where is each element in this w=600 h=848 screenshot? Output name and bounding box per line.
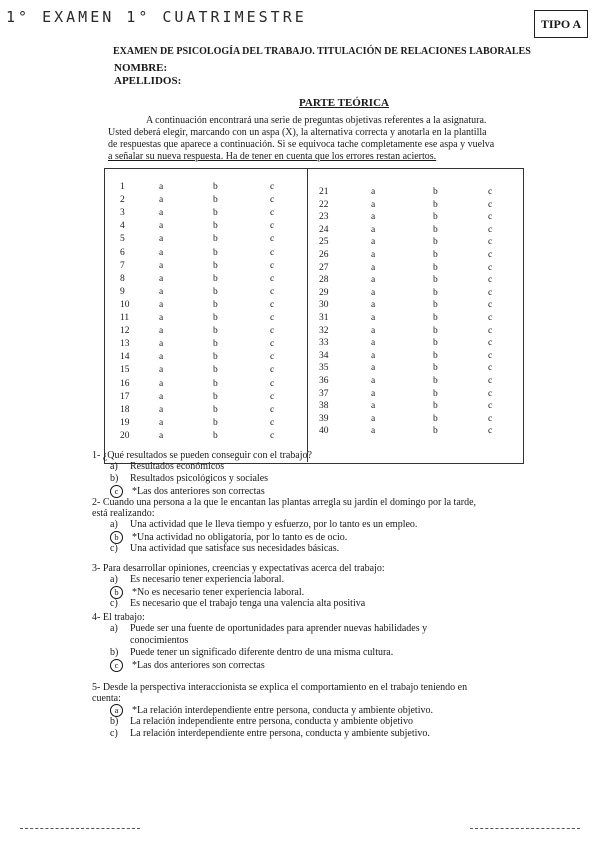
- answer-option-c[interactable]: c: [270, 313, 275, 323]
- answer-option-a[interactable]: a: [159, 404, 164, 415]
- answer-option-a[interactable]: a: [159, 299, 164, 310]
- answer-option-b[interactable]: b: [213, 326, 218, 337]
- answer-option-c[interactable]: c: [270, 430, 275, 441]
- question-text: 4- El trabajo:: [92, 612, 145, 623]
- question-option[interactable]: [110, 598, 365, 609]
- answer-option-b[interactable]: b: [213, 299, 218, 310]
- answer-option-c[interactable]: c: [270, 273, 275, 284]
- answer-option-c[interactable]: c: [270, 247, 275, 258]
- answer-option-c[interactable]: c: [270, 352, 275, 363]
- answer-grid-number: 8: [120, 273, 125, 284]
- answer-option-a[interactable]: a: [371, 350, 376, 361]
- answer-option-a[interactable]: a: [159, 234, 164, 245]
- answer-option-b[interactable]: b: [433, 187, 438, 197]
- answer-option-a[interactable]: a: [371, 237, 376, 248]
- answer-option-c[interactable]: c: [270, 260, 275, 271]
- answer-option-c[interactable]: c: [488, 224, 493, 235]
- answer-option-b[interactable]: b: [433, 287, 438, 298]
- answer-option-a[interactable]: a: [159, 208, 164, 219]
- answer-grid-number: 12: [120, 326, 130, 337]
- apellidos-label: APELLIDOS:: [114, 75, 182, 87]
- answer-option-c[interactable]: c: [270, 221, 275, 232]
- answer-grid-number: 33: [319, 338, 329, 349]
- handwritten-header: 1° EXAMEN 1° CUATRIMESTRE: [6, 8, 307, 26]
- answer-option-c[interactable]: c: [488, 325, 493, 336]
- option-text-continued: conocimientos: [130, 635, 189, 646]
- answer-option-c[interactable]: c: [270, 182, 275, 192]
- answer-option-a[interactable]: a: [371, 287, 376, 298]
- answer-option-a[interactable]: a: [159, 182, 164, 192]
- option-letter: a): [110, 623, 118, 634]
- answer-option-b[interactable]: b: [433, 413, 438, 424]
- answer-option-c[interactable]: c: [270, 378, 275, 389]
- answer-option-a[interactable]: a: [159, 339, 164, 350]
- marked-answer-circle: c: [110, 659, 123, 672]
- question-option[interactable]: [110, 473, 268, 484]
- answer-option-a[interactable]: a: [159, 221, 164, 232]
- answer-option-b[interactable]: b: [213, 286, 218, 297]
- answer-grid-number: 7: [120, 260, 125, 271]
- answer-grid-number: 34: [319, 350, 329, 361]
- marked-answer-circle: c: [110, 485, 123, 498]
- answer-grid-number: 32: [319, 325, 329, 336]
- answer-option-a[interactable]: a: [371, 199, 376, 210]
- option-text: *Las dos anteriores son correctas: [132, 660, 265, 671]
- question-text: 2- Cuando una persona a la que le encantan las plantas arregla su jardín el domingo por la tarde,: [92, 497, 477, 508]
- answer-option-c[interactable]: c: [488, 338, 493, 349]
- marked-answer-circle: b: [110, 586, 123, 599]
- answer-option-c[interactable]: c: [488, 237, 493, 248]
- answer-option-b[interactable]: b: [433, 338, 438, 349]
- answer-grid-number: 36: [319, 376, 329, 386]
- option-text: Es necesario tener experiencia laboral.: [130, 574, 285, 585]
- option-text: *No es necesario tener experiencia laboral.: [132, 587, 305, 598]
- answer-option-a[interactable]: a: [371, 187, 376, 197]
- question-option[interactable]: [110, 728, 430, 739]
- answer-option-c[interactable]: c: [270, 365, 275, 376]
- question-option[interactable]: [110, 461, 224, 472]
- question-text: 1- ¿Qué resultados se pueden conseguir con el trabajo?: [92, 450, 312, 461]
- answer-grid-number: 39: [319, 413, 329, 424]
- answer-option-b[interactable]: b: [213, 391, 218, 402]
- answer-option-a[interactable]: a: [159, 260, 164, 271]
- answer-option-a[interactable]: a: [159, 313, 164, 323]
- answer-option-b[interactable]: b: [213, 234, 218, 245]
- answer-option-c[interactable]: c: [270, 391, 275, 402]
- question-option[interactable]: [110, 659, 265, 672]
- question-option[interactable]: [110, 519, 417, 530]
- answer-option-c[interactable]: c: [488, 275, 493, 286]
- answer-option-c[interactable]: c: [270, 339, 275, 350]
- section-title: PARTE TEÓRICA: [299, 97, 389, 109]
- answer-option-b[interactable]: b: [433, 350, 438, 361]
- answer-option-a[interactable]: a: [159, 430, 164, 441]
- answer-option-b[interactable]: b: [213, 221, 218, 232]
- question-text: está realizando:: [92, 508, 155, 519]
- answer-grid-number: 4: [120, 221, 125, 232]
- question-option[interactable]: [110, 647, 393, 658]
- answer-option-a[interactable]: a: [371, 426, 376, 437]
- option-letter: a): [110, 461, 118, 472]
- answer-option-a[interactable]: a: [371, 388, 376, 399]
- answer-grid-number: 23: [319, 212, 329, 223]
- answer-grid-number: 35: [319, 363, 329, 374]
- answer-option-b[interactable]: b: [213, 195, 218, 206]
- option-text: Es necesario que el trabajo tenga una valencia alta positiva: [130, 598, 366, 609]
- answer-grid-number: 38: [319, 401, 329, 412]
- answer-option-b[interactable]: b: [213, 273, 218, 284]
- answer-option-a[interactable]: a: [371, 224, 376, 235]
- answer-option-a[interactable]: a: [159, 273, 164, 284]
- answer-option-c[interactable]: c: [488, 413, 493, 424]
- answer-option-a[interactable]: a: [159, 378, 164, 389]
- intro-paragraph: [108, 115, 538, 163]
- option-text: *La relación interdependiente entre persona, conducta y ambiente objetivo.: [132, 705, 433, 716]
- question-text: 3- Para desarrollar opiniones, creencias y expectativas acerca del trabajo:: [92, 563, 385, 574]
- answer-option-c[interactable]: c: [488, 212, 493, 223]
- answer-grid-number: 18: [120, 404, 130, 415]
- answer-option-b[interactable]: b: [213, 339, 218, 350]
- answer-option-a[interactable]: a: [159, 365, 164, 376]
- option-letter: c): [110, 543, 118, 554]
- answer-option-a[interactable]: a: [371, 363, 376, 374]
- footer-divider: [20, 828, 140, 829]
- answer-grid-number: 29: [319, 287, 329, 298]
- answer-option-b[interactable]: b: [433, 426, 438, 437]
- answer-option-c[interactable]: c: [270, 195, 275, 206]
- answer-grid-number: 13: [120, 339, 130, 350]
- tipo-label: TIPO A: [534, 10, 588, 38]
- answer-grid-number: 24: [319, 224, 329, 235]
- answer-option-a[interactable]: a: [159, 286, 164, 297]
- answer-grid-number: 15: [120, 365, 130, 376]
- answer-option-a[interactable]: a: [371, 250, 376, 260]
- answer-option-a[interactable]: a: [159, 195, 164, 206]
- answer-option-c[interactable]: c: [488, 401, 493, 412]
- answer-option-b[interactable]: b: [213, 378, 218, 389]
- answer-grid-number: 14: [120, 352, 130, 363]
- answer-grid-number: 26: [319, 250, 329, 260]
- answer-option-c[interactable]: c: [488, 287, 493, 298]
- answer-option-b[interactable]: b: [213, 208, 218, 219]
- answer-grid-divider: [307, 168, 308, 462]
- answer-option-b[interactable]: b: [433, 325, 438, 336]
- question-option[interactable]: [110, 716, 413, 727]
- answer-grid-number: 17: [120, 391, 130, 402]
- answer-option-b[interactable]: b: [433, 363, 438, 374]
- answer-option-c[interactable]: c: [270, 299, 275, 310]
- marked-answer-circle: a: [110, 704, 123, 717]
- answer-option-a[interactable]: a: [159, 391, 164, 402]
- answer-grid-number: 40: [319, 426, 329, 437]
- answer-grid-number: 11: [120, 313, 130, 323]
- option-text: Resultados psicológicos y sociales: [130, 473, 269, 484]
- answer-grid-number: 1: [120, 182, 125, 192]
- answer-option-b[interactable]: b: [213, 430, 218, 441]
- answer-option-a[interactable]: a: [371, 413, 376, 424]
- answer-option-a[interactable]: a: [371, 262, 376, 273]
- intro-line: Usted deberá elegir, marcando con un aspa (X), la alternativa correcta y anotarla en la plantilla: [108, 127, 487, 138]
- question-option[interactable]: [110, 623, 427, 634]
- answer-option-c[interactable]: c: [488, 199, 493, 210]
- answer-option-b[interactable]: b: [213, 352, 218, 363]
- answer-option-b[interactable]: b: [433, 212, 438, 223]
- answer-option-b[interactable]: b: [213, 313, 218, 323]
- intro-line: A continuación encontrará una serie de preguntas objetivas referentes a la asignatura.: [146, 115, 487, 126]
- answer-grid-number: 25: [319, 237, 329, 248]
- answer-option-b[interactable]: b: [433, 199, 438, 210]
- answer-option-a[interactable]: a: [159, 326, 164, 337]
- option-text: Resultados económicos: [130, 461, 225, 472]
- answer-grid-number: 31: [319, 313, 329, 323]
- answer-grid: [104, 168, 524, 464]
- answer-option-c[interactable]: c: [270, 326, 275, 337]
- answer-grid-number: 27: [319, 262, 329, 273]
- answer-option-a[interactable]: a: [371, 275, 376, 286]
- answer-grid-number: 21: [319, 187, 329, 197]
- answer-option-a[interactable]: a: [371, 313, 376, 323]
- answer-option-a[interactable]: a: [371, 212, 376, 223]
- answer-grid-number: 10: [120, 299, 130, 310]
- answer-option-c[interactable]: c: [270, 417, 275, 428]
- answer-option-c[interactable]: c: [270, 286, 275, 297]
- answer-option-c[interactable]: c: [488, 250, 493, 260]
- footer-divider: [470, 828, 580, 829]
- option-letter: b): [110, 647, 119, 658]
- answer-option-c[interactable]: c: [488, 313, 493, 323]
- answer-grid-number: 37: [319, 388, 329, 399]
- answer-option-a[interactable]: a: [371, 325, 376, 336]
- answer-option-b[interactable]: b: [433, 388, 438, 399]
- answer-grid-number: 22: [319, 199, 329, 210]
- question-option[interactable]: [110, 574, 284, 585]
- answer-option-b[interactable]: b: [433, 250, 438, 260]
- option-text: La relación independiente entre persona, conducta y ambiente objetivo: [130, 716, 413, 727]
- answer-option-c[interactable]: c: [488, 388, 493, 399]
- answer-option-b[interactable]: b: [213, 404, 218, 415]
- answer-option-b[interactable]: b: [213, 365, 218, 376]
- answer-grid-number: 9: [120, 286, 125, 297]
- marked-answer-circle: b: [110, 531, 123, 544]
- intro-line: de respuestas que aparece a continuación. Si se equivoca tache completamente ese aspa y vuelva: [108, 139, 495, 150]
- answer-option-b[interactable]: b: [213, 260, 218, 271]
- answer-grid-number: 20: [120, 430, 130, 441]
- intro-line: a señalar su nueva respuesta. Ha de tener en cuenta que los errores restan aciertos.: [108, 151, 437, 162]
- answer-option-c[interactable]: c: [488, 376, 493, 386]
- option-letter: b): [110, 716, 119, 727]
- option-text: La relación interdependiente entre persona, conducta y ambiente subjetivo.: [130, 728, 430, 739]
- answer-grid-number: 16: [120, 378, 130, 389]
- answer-grid-number: 3: [120, 208, 125, 219]
- option-letter: a): [110, 519, 118, 530]
- option-text: Puede tener un significado diferente dentro de una misma cultura.: [130, 647, 394, 658]
- answer-option-b[interactable]: b: [433, 262, 438, 273]
- option-text: Una actividad que le lleva tiempo y esfuerzo, por lo tanto es un empleo.: [130, 519, 418, 530]
- answer-grid-number: 19: [120, 417, 130, 428]
- answer-option-c[interactable]: c: [488, 262, 493, 273]
- answer-grid-number: 30: [319, 300, 329, 311]
- answer-option-a[interactable]: a: [371, 401, 376, 412]
- answer-grid-number: 28: [319, 275, 329, 286]
- option-text: Puede ser una fuente de oportunidades para aprender nuevas habilidades y: [130, 623, 428, 634]
- answer-option-a[interactable]: a: [371, 376, 376, 386]
- answer-option-c[interactable]: c: [488, 187, 493, 197]
- question-option[interactable]: [110, 543, 339, 554]
- answer-option-b[interactable]: b: [433, 401, 438, 412]
- answer-option-b[interactable]: b: [433, 313, 438, 323]
- option-letter: c): [110, 598, 118, 609]
- nombre-label: NOMBRE:: [114, 62, 168, 74]
- answer-option-a[interactable]: a: [159, 352, 164, 363]
- answer-option-a[interactable]: a: [159, 417, 164, 428]
- option-letter: b): [110, 473, 119, 484]
- option-text: *Las dos anteriores son correctas: [132, 486, 265, 497]
- answer-option-b[interactable]: b: [433, 224, 438, 235]
- answer-grid-number: 5: [120, 234, 125, 245]
- answer-option-c[interactable]: c: [270, 404, 275, 415]
- answer-option-b[interactable]: b: [213, 417, 218, 428]
- answer-option-c[interactable]: c: [488, 350, 493, 361]
- answer-option-b[interactable]: b: [213, 247, 218, 258]
- question-text: 5- Desde la perspectiva interaccionista se explica el comportamiento en el trabajo teniendo en: [92, 682, 468, 693]
- question-text: cuenta:: [92, 693, 121, 704]
- answer-grid-number: 2: [120, 195, 125, 206]
- answer-option-c[interactable]: c: [488, 426, 493, 437]
- answer-option-c[interactable]: c: [270, 234, 275, 245]
- option-letter: a): [110, 574, 118, 585]
- option-text: *Una actividad no obligatoria, por lo tanto es de ocio.: [132, 532, 348, 543]
- exam-title: EXAMEN DE PSICOLOGÍA DEL TRABAJO. TITULACIÓN DE RELACIONES LABORALES: [113, 46, 531, 57]
- answer-option-c[interactable]: c: [488, 300, 493, 311]
- answer-option-a[interactable]: a: [371, 300, 376, 311]
- answer-option-a[interactable]: a: [371, 338, 376, 349]
- answer-option-a[interactable]: a: [159, 247, 164, 258]
- answer-option-c[interactable]: c: [488, 363, 493, 374]
- option-letter: c): [110, 728, 118, 739]
- answer-option-b[interactable]: b: [433, 237, 438, 248]
- answer-option-b[interactable]: b: [433, 300, 438, 311]
- answer-option-b[interactable]: b: [433, 376, 438, 386]
- answer-option-b[interactable]: b: [433, 275, 438, 286]
- answer-option-b[interactable]: b: [213, 182, 218, 192]
- answer-grid-number: 6: [120, 247, 125, 258]
- option-text: Una actividad que satisface sus necesidades básicas.: [130, 543, 340, 554]
- answer-option-c[interactable]: c: [270, 208, 275, 219]
